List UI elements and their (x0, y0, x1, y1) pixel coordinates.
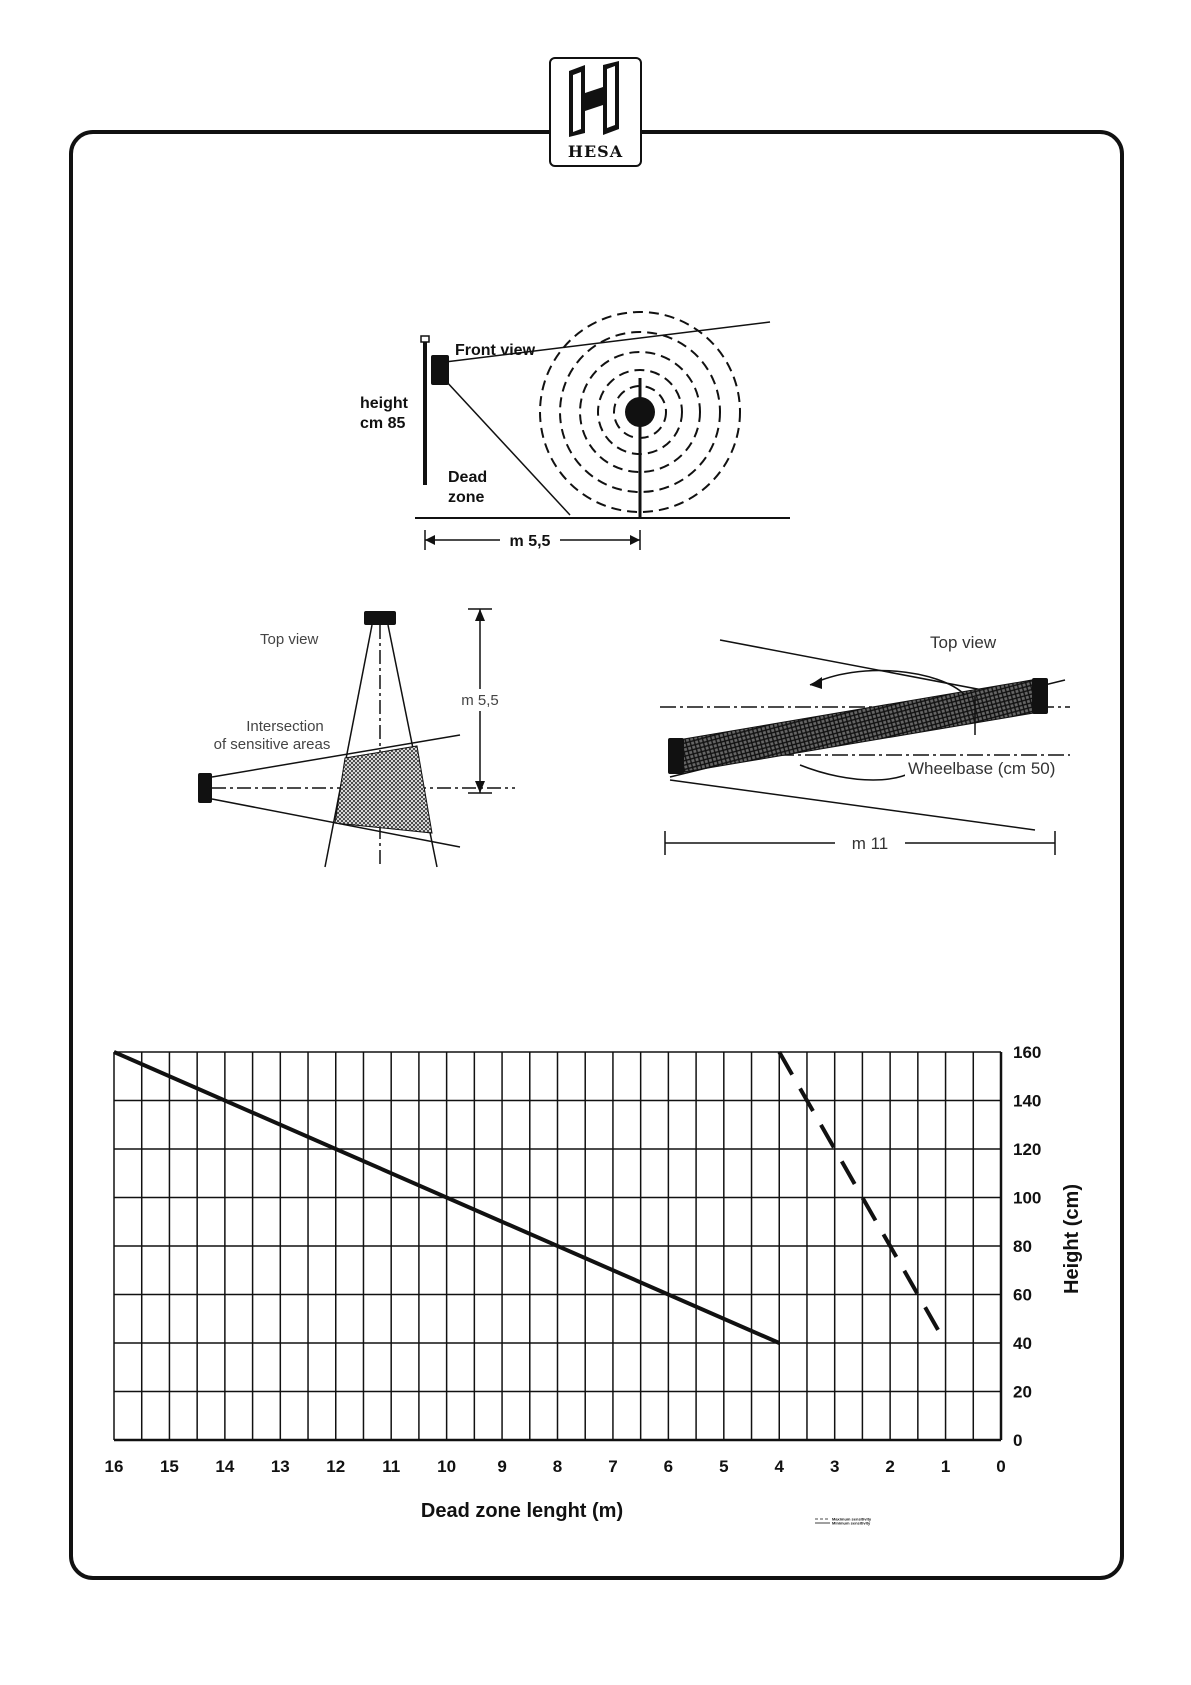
x-tick-label: 0 (996, 1457, 1006, 1476)
x-tick-label: 7 (608, 1457, 618, 1476)
x-tick-label: 12 (326, 1457, 346, 1476)
y-tick-label: 0 (1013, 1431, 1023, 1450)
intersection-label-2: of sensitive areas (213, 736, 331, 753)
x-tick-label: 13 (270, 1457, 290, 1476)
x-tick-label: 1 (940, 1457, 951, 1476)
y-tick-label: 160 (1013, 1043, 1042, 1062)
height-label: height (360, 395, 408, 412)
top-view-left-title: Top view (260, 631, 319, 648)
y-tick-label: 100 (1013, 1188, 1042, 1208)
y-axis-title: Height (cm) (1061, 1184, 1083, 1294)
top-right-distance-label: m 11 (851, 834, 889, 853)
x-tick-label: 16 (104, 1457, 124, 1476)
x-tick-label: 11 (382, 1457, 401, 1476)
top-left-distance-label: m 5,5 (461, 692, 499, 709)
x-tick-label: 2 (885, 1457, 895, 1476)
receiver-icon (668, 738, 684, 774)
x-tick-label: 10 (437, 1457, 457, 1476)
x-tick-label: 14 (215, 1457, 235, 1476)
transmitter-icon (1032, 678, 1048, 714)
logo-brand-text: HESA (567, 142, 624, 161)
y-tick-label: 120 (1013, 1140, 1042, 1159)
top-sensor-icon (364, 611, 396, 625)
x-tick-label: 3 (829, 1457, 840, 1476)
top-view-right-diagram (650, 625, 1090, 865)
x-tick-label: 6 (663, 1457, 674, 1476)
x-tick-label: 15 (159, 1457, 179, 1476)
legend-label: Maximum sensitivity (832, 1516, 872, 1522)
dead-zone-chart (90, 1030, 1100, 1540)
side-sensor-icon (198, 773, 212, 803)
hesa-logo (549, 57, 642, 167)
x-tick-label: 8 (552, 1457, 563, 1476)
front-distance-label: m 5,5 (509, 533, 551, 550)
y-tick-labels (1013, 1043, 1041, 1450)
target-ball (625, 397, 655, 427)
wheelbase-label: Wheelbase (cm 50) (908, 759, 1056, 778)
top-view-left-diagram (180, 595, 530, 875)
y-tick-label: 140 (1013, 1091, 1042, 1111)
y-tick-label: 60 (1013, 1285, 1032, 1305)
logo-h-mark (551, 59, 640, 139)
intersection-area (335, 746, 432, 833)
front-view-diagram (340, 300, 800, 560)
front-view-title: Front view (455, 342, 536, 359)
dead-zone-label-1: Dead (448, 469, 488, 486)
x-tick-labels (105, 1457, 1006, 1476)
height-value-label: cm 85 (360, 415, 406, 432)
chart-legend (815, 1517, 872, 1526)
x-axis-title: Dead zone lenght (m) (420, 1500, 624, 1522)
x-tick-label: 9 (497, 1457, 507, 1476)
legend-label: Minimum sensitivity (832, 1520, 871, 1526)
y-tick-label: 20 (1013, 1382, 1032, 1402)
x-tick-label: 4 (774, 1457, 784, 1476)
intersection-label-1: Intersection (246, 718, 324, 735)
y-tick-label: 40 (1013, 1334, 1032, 1353)
dead-zone-label-2: zone (448, 489, 485, 506)
y-tick-label: 80 (1013, 1237, 1032, 1256)
x-tick-label: 5 (719, 1457, 729, 1476)
top-view-right-title: Top view (930, 633, 997, 652)
